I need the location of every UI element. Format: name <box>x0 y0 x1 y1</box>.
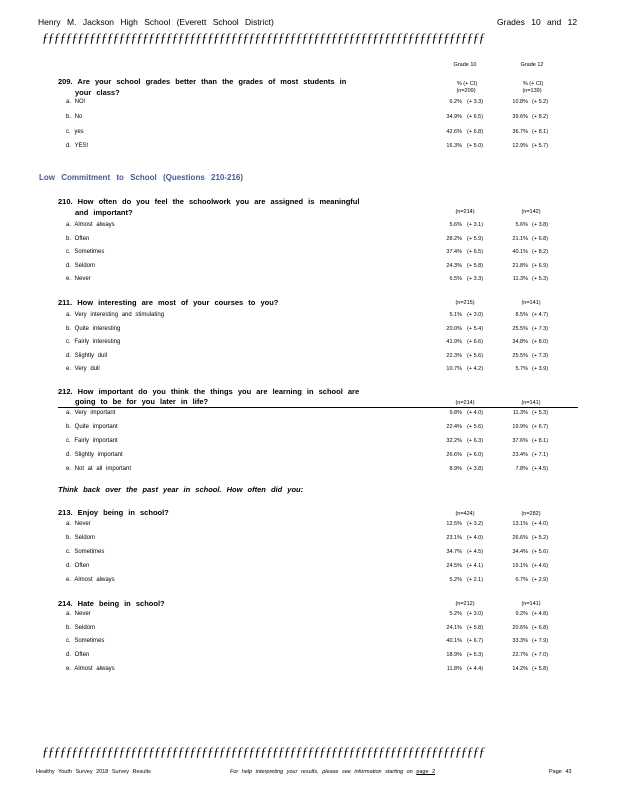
question-title-continued: your class? <box>75 88 120 97</box>
percent-grade10: 40.1% <box>446 638 462 644</box>
ci-grade10: (+ 5.6) <box>467 353 484 359</box>
sample-size-grade12: (n=141) <box>521 601 541 607</box>
sample-size-grade12: (n=141) <box>521 300 541 306</box>
percent-grade10: 22.3% <box>446 353 462 359</box>
answer-option: b. Seldom <box>66 535 96 541</box>
percent-grade10: 6.5% <box>449 276 462 282</box>
answer-option: d. YES! <box>66 143 89 149</box>
ci-grade12: (+ 6.7) <box>532 424 549 430</box>
section-title: Low Commitment to School (Questions 210-216) <box>39 173 244 182</box>
ci-grade12: (+ 5.7) <box>532 143 549 149</box>
ci-grade10: (+ 3.0) <box>467 611 484 617</box>
percent-grade12: 8.5% <box>515 312 528 318</box>
column-grade12: Grade 12 <box>520 62 544 68</box>
percent-grade12: 5.7% <box>515 366 528 372</box>
percent-grade10: 5.2% <box>449 611 462 617</box>
ci-grade10: (+ 4.1) <box>467 563 484 569</box>
percent-grade12: 36.7% <box>512 129 528 135</box>
percent-grade10: 11.8% <box>446 666 462 672</box>
question-title: 213. Enjoy being in school? <box>58 508 169 517</box>
percent-grade12: 10.8% <box>512 99 528 105</box>
percent-grade12: 37.6% <box>512 438 528 444</box>
percent-grade12: 11.3% <box>512 276 528 282</box>
percent-grade10: 28.2% <box>446 236 462 242</box>
ci-grade10: (+ 3.3) <box>467 99 484 105</box>
ci-grade12: (+ 8.1) <box>532 129 549 135</box>
percent-grade10: 42.6% <box>446 129 462 135</box>
footer-page-link[interactable]: page 2 <box>416 769 436 775</box>
percent-grade10: 5.1% <box>449 312 462 318</box>
answer-option: c. Sometimes <box>66 549 105 555</box>
percent-grade10: 9.8% <box>449 410 462 416</box>
ci-grade10: (+ 5.3) <box>467 652 484 658</box>
footer-survey-title: Healthy Youth Survey 2018 Survey Results <box>36 769 151 775</box>
percent-grade10: 24.5% <box>446 563 462 569</box>
ci-grade10: (+ 5.8) <box>467 263 484 269</box>
answer-option: a. Never <box>66 611 91 617</box>
think-back-note: Think back over the past year in school. How often did you: <box>58 485 304 494</box>
answer-option: c. Fairly interesting <box>66 339 121 345</box>
percent-grade10: 34.9% <box>446 114 462 120</box>
percent-grade12: 11.3% <box>512 410 528 416</box>
percent-grade10: 24.3% <box>446 263 462 269</box>
footer-page-number: Page 43 <box>549 769 572 775</box>
percent-grade10: 23.1% <box>446 535 462 541</box>
ci-grade12: (+ 6.8) <box>532 625 549 631</box>
ci-grade12: (+ 8.2) <box>532 249 549 255</box>
sample-size-grade10: (n=212) <box>455 601 475 607</box>
ci-grade12: (+ 3.9) <box>532 366 549 372</box>
percent-grade10: 24.1% <box>446 625 462 631</box>
ci-grade12: (+ 3.8) <box>532 222 549 228</box>
question-title: 214. Hate being in school? <box>58 599 165 608</box>
answer-option: b. Quite important <box>66 424 118 430</box>
percent-grade10: 18.9% <box>446 652 462 658</box>
percent-grade12: 14.2% <box>512 666 528 672</box>
percent-grade10: 26.6% <box>446 452 462 458</box>
footer-help-text: For help interpreting your results, please see information starting on <box>230 769 413 775</box>
answer-option: e. Very dull <box>66 366 100 372</box>
answer-option: b. Often <box>66 236 90 242</box>
ci-grade10: (+ 3.8) <box>467 466 484 472</box>
ci-grade12: (+ 5.2) <box>532 99 549 105</box>
percent-grade12: 20.6% <box>512 625 528 631</box>
ci-grade12: (+ 4.7) <box>532 312 549 318</box>
answer-option: d. Often <box>66 563 90 569</box>
percent-grade12: 40.1% <box>512 249 528 255</box>
n-grade12: (n=139) <box>522 88 542 94</box>
ci-grade12: (+ 5.6) <box>532 549 549 555</box>
percent-grade12: 25.5% <box>512 326 528 332</box>
percent-grade12: 23.4% <box>512 452 528 458</box>
stat-header-grade12: % (+ CI) <box>522 81 544 87</box>
percent-grade12: 26.6% <box>512 535 528 541</box>
percent-grade12: 25.5% <box>512 353 528 359</box>
answer-option: d. Seldom <box>66 263 96 269</box>
question-title: 212. How important do you think the things you are learning in school are <box>58 387 360 396</box>
sample-size-grade10: (n=424) <box>455 511 475 517</box>
ci-grade10: (+ 4.0) <box>467 535 484 541</box>
ci-grade12: (+ 5.3) <box>532 276 549 282</box>
ci-grade12: (+ 2.9) <box>532 577 549 583</box>
ci-grade10: (+ 6.7) <box>467 638 484 644</box>
answer-option: e. Almost always <box>66 666 115 672</box>
ci-grade12: (+ 7.3) <box>532 326 549 332</box>
percent-grade10: 37.4% <box>446 249 462 255</box>
sample-size-grade10: (n=214) <box>455 209 475 215</box>
header-decoration: ƒƒƒƒƒƒƒƒƒƒƒƒƒƒƒƒƒƒƒƒƒƒƒƒƒƒƒƒƒƒƒƒƒƒƒƒƒƒƒƒƒƒƒƒƒƒƒƒƒƒƒƒƒƒƒƒƒƒƒƒƒƒƒƒƒƒƒƒƒƒƒƒƒƒƒ <box>42 30 485 45</box>
answer-option: a. Very interesting and stimulating <box>66 312 165 318</box>
percent-grade12: 21.1% <box>512 236 528 242</box>
percent-grade12: 5.6% <box>515 222 528 228</box>
question-title: 211. How interesting are most of your courses to you? <box>58 298 279 307</box>
ci-grade12: (+ 4.8) <box>532 611 549 617</box>
ci-grade12: (+ 5.2) <box>532 535 549 541</box>
question-title: 209. Are your school grades better than the grades of most students in <box>58 77 347 86</box>
divider-line <box>58 407 578 408</box>
answer-option: a. Never <box>66 521 91 527</box>
ci-grade10: (+ 6.6) <box>467 339 484 345</box>
percent-grade12: 22.7% <box>512 652 528 658</box>
ci-grade12: (+ 8.2) <box>532 114 549 120</box>
ci-grade10: (+ 3.2) <box>467 521 484 527</box>
answer-option: b. Seldom <box>66 625 96 631</box>
percent-grade10: 5.6% <box>449 222 462 228</box>
question-title-continued: and important? <box>75 208 133 217</box>
ci-grade12: (+ 4.6) <box>532 563 549 569</box>
answer-option: a. Almost always <box>66 222 115 228</box>
ci-grade12: (+ 5.8) <box>532 666 549 672</box>
ci-grade12: (+ 7.0) <box>532 652 549 658</box>
ci-grade10: (+ 6.0) <box>467 452 484 458</box>
question-title: 210. How often do you feel the schoolwork you are assigned is meaningful <box>58 197 360 206</box>
percent-grade10: 32.2% <box>446 438 462 444</box>
percent-grade10: 10.7% <box>446 366 462 372</box>
sample-size-grade12: (n=142) <box>521 209 541 215</box>
answer-option: c. Fairly important <box>66 438 118 444</box>
grades-label: Grades 10 and 12 <box>497 17 578 27</box>
percent-grade10: 5.2% <box>449 577 462 583</box>
percent-grade12: 7.8% <box>515 466 528 472</box>
ci-grade10: (+ 5.6) <box>467 424 484 430</box>
percent-grade10: 16.3% <box>446 143 462 149</box>
answer-option: d. Slightly dull <box>66 353 108 359</box>
column-grade10: Grade 10 <box>453 62 477 68</box>
answer-option: a. NO! <box>66 99 86 105</box>
ci-grade10: (+ 4.0) <box>467 410 484 416</box>
footer-help <box>230 769 435 775</box>
school-name: Henry M. Jackson High School (Everett School District) <box>38 17 274 27</box>
sample-size-grade12: (n=141) <box>521 400 541 406</box>
ci-grade10: (+ 6.5) <box>467 249 484 255</box>
sample-size-grade10: (n=215) <box>455 300 475 306</box>
answer-option: c. yes <box>66 129 84 135</box>
n-grade10: (n=209) <box>456 88 476 94</box>
ci-grade10: (+ 6.5) <box>467 114 484 120</box>
ci-grade10: (+ 3.1) <box>467 222 484 228</box>
sample-size-grade12: (n=282) <box>521 511 541 517</box>
percent-grade12: 34.4% <box>512 549 528 555</box>
ci-grade12: (+ 8.0) <box>532 339 549 345</box>
answer-option: a. Very important <box>66 410 116 416</box>
percent-grade12: 9.2% <box>515 611 528 617</box>
percent-grade12: 19.9% <box>512 424 528 430</box>
percent-grade10: 20.0% <box>446 326 462 332</box>
ci-grade12: (+ 8.1) <box>532 438 549 444</box>
ci-grade12: (+ 4.5) <box>532 466 549 472</box>
percent-grade10: 6.2% <box>449 99 462 105</box>
percent-grade10: 41.9% <box>446 339 462 345</box>
percent-grade12: 6.7% <box>515 577 528 583</box>
ci-grade10: (+ 4.5) <box>467 549 484 555</box>
ci-grade10: (+ 3.3) <box>467 276 484 282</box>
answer-option: e. Almost always <box>66 577 115 583</box>
sample-size-grade10: (n=214) <box>455 400 475 406</box>
percent-grade12: 13.1% <box>512 521 528 527</box>
ci-grade10: (+ 4.4) <box>467 666 484 672</box>
question-title-continued: going to be for you later in life? <box>75 397 209 406</box>
percent-grade10: 12.5% <box>446 521 462 527</box>
percent-grade12: 12.9% <box>512 143 528 149</box>
ci-grade10: (+ 5.0) <box>467 143 484 149</box>
ci-grade12: (+ 6.9) <box>532 263 549 269</box>
ci-grade10: (+ 3.0) <box>467 312 484 318</box>
ci-grade12: (+ 7.1) <box>532 452 549 458</box>
percent-grade12: 19.1% <box>512 563 528 569</box>
percent-grade10: 34.7% <box>446 549 462 555</box>
ci-grade12: (+ 7.3) <box>532 353 549 359</box>
ci-grade10: (+ 2.1) <box>467 577 484 583</box>
ci-grade12: (+ 4.0) <box>532 521 549 527</box>
percent-grade12: 21.8% <box>512 263 528 269</box>
ci-grade12: (+ 7.9) <box>532 638 549 644</box>
stat-header-grade10: % (+ CI) <box>456 81 478 87</box>
answer-option: e. Never <box>66 276 91 282</box>
ci-grade10: (+ 6.3) <box>467 438 484 444</box>
ci-grade10: (+ 5.8) <box>467 625 484 631</box>
percent-grade12: 34.8% <box>512 339 528 345</box>
ci-grade12: (+ 5.3) <box>532 410 549 416</box>
answer-option: c. Sometimes <box>66 249 105 255</box>
percent-grade12: 33.3% <box>512 638 528 644</box>
answer-option: e. Not at all important <box>66 466 132 472</box>
answer-option: b. Quite interesting <box>66 326 121 332</box>
footer-decoration: ƒƒƒƒƒƒƒƒƒƒƒƒƒƒƒƒƒƒƒƒƒƒƒƒƒƒƒƒƒƒƒƒƒƒƒƒƒƒƒƒƒƒƒƒƒƒƒƒƒƒƒƒƒƒƒƒƒƒƒƒƒƒƒƒƒƒƒƒƒƒƒƒƒƒƒ <box>42 744 485 759</box>
percent-grade10: 8.9% <box>449 466 462 472</box>
ci-grade10: (+ 6.8) <box>467 129 484 135</box>
ci-grade10: (+ 5.9) <box>467 236 484 242</box>
answer-option: d. Often <box>66 652 90 658</box>
percent-grade10: 22.4% <box>446 424 462 430</box>
answer-option: b. No <box>66 114 83 120</box>
percent-grade12: 39.6% <box>512 114 528 120</box>
ci-grade12: (+ 6.8) <box>532 236 549 242</box>
ci-grade10: (+ 5.4) <box>467 326 484 332</box>
ci-grade10: (+ 4.2) <box>467 366 484 372</box>
answer-option: d. Slightly important <box>66 452 123 458</box>
answer-option: c. Sometimes <box>66 638 105 644</box>
